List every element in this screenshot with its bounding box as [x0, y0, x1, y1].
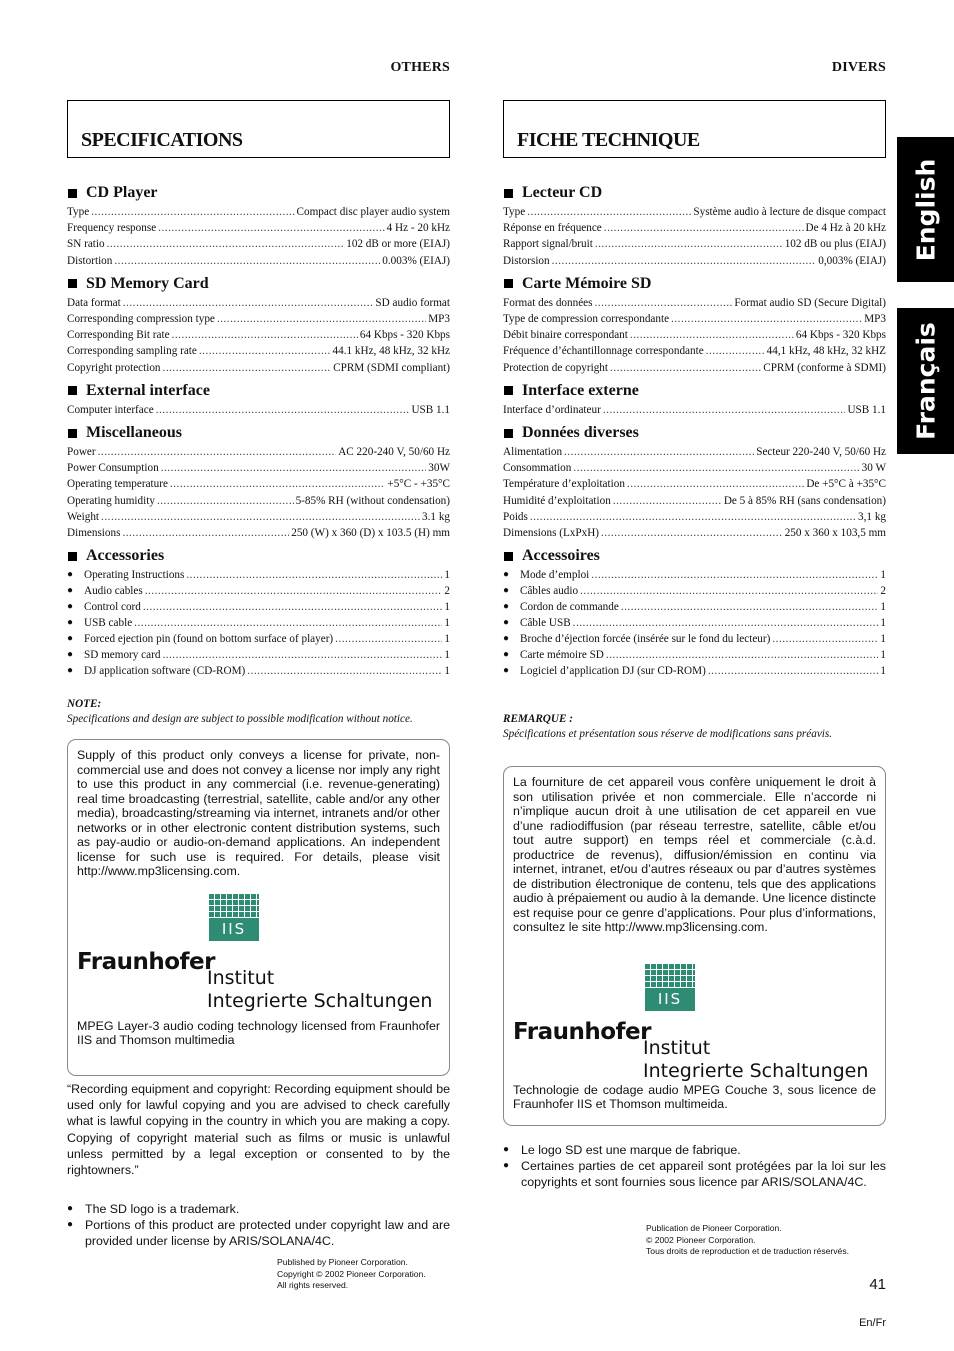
spec-value: 30W: [428, 462, 450, 475]
spec-value: MP3: [428, 313, 450, 326]
spec-label: Réponse en fréquence: [503, 222, 602, 235]
spec-row: [67, 311, 450, 327]
spec-value: Compact disc player audio system: [296, 206, 450, 218]
spec-row: [67, 476, 450, 492]
leader-dots: [671, 311, 862, 327]
copyright-paragraph: “Recording equipment and copyright: Recording equipment should be used only for lawful copying and you are advised to check carefully what is lawful copying in the country in which you are making a copy. Copying of copyright material such as films or music is unlawful unless permitted by a legal exception or consented to by the rightowners.”: [67, 1082, 450, 1178]
leader-dots: [580, 583, 878, 599]
spec-row: [67, 204, 450, 220]
accessory-quantity: 1: [880, 601, 886, 614]
bullet-icon: ●: [67, 601, 74, 613]
spec-label: Humidité d’exploitation: [503, 494, 611, 507]
section-header: DIVERS: [831, 60, 886, 75]
accessory-quantity: 2: [880, 585, 886, 598]
leader-dots: [217, 311, 426, 327]
accessory-item: [67, 599, 450, 615]
spec-row: [67, 444, 450, 460]
spec-value: De 5 à 85% RH (sans condensation): [723, 494, 886, 507]
spec-row: [503, 360, 886, 376]
bullet-icon: ●: [503, 649, 510, 661]
bullet-icon: ●: [503, 617, 510, 629]
accessory-item: [67, 615, 450, 631]
spec-value: 102 dB ou plus (EIAJ): [784, 238, 886, 251]
spec-label: Débit binaire correspondant: [503, 329, 628, 342]
spec-value: USB 1.1: [411, 403, 450, 416]
spec-row: [503, 444, 886, 460]
leader-dots: [630, 327, 794, 343]
list-item: [503, 1142, 886, 1158]
spec-label: Copyright protection: [67, 361, 161, 374]
license-text: Supply of this product only conveys a license for private, non-commercial use and does not convey a license nor imply any right to use this product in any commercial (i.e. revenue-generating) real time broadcasting (terrestrial, satellite, cable and/or any other media), broadcasting/streaming via internet, intranets and/or other networks or in other electronic content distribution systems, such as pay-audio or audio-on-demand applications. An independent license for such use is required. For details, please visit http://www.mp3licensing.com.: [77, 748, 440, 878]
accessory-item: [503, 663, 886, 679]
accessory-label: Mode d’emploi: [520, 569, 590, 582]
accessory-label: Operating Instructions: [84, 569, 185, 582]
accessory-item: [503, 567, 886, 583]
square-bullet-icon: [68, 386, 77, 395]
spec-value: CPRM (SDMI compliant): [333, 361, 450, 374]
accessory-quantity: 1: [880, 665, 886, 678]
leader-dots: [199, 343, 331, 359]
spec-label: Fréquence d’échantillonnage correspondante: [503, 345, 704, 358]
spec-row: [67, 253, 450, 269]
leader-dots: [527, 204, 691, 220]
leader-dots: [98, 444, 337, 460]
spec-row: [67, 295, 450, 311]
note: [67, 697, 450, 727]
accessory-quantity: 1: [444, 601, 450, 614]
title-box: [503, 100, 886, 158]
bullet-icon: ●: [503, 585, 510, 597]
list-item-text: Portions of this product are protected under copyright law and are provided under license by ARIS/SOLANA/4C.: [85, 1218, 450, 1249]
spec-label: Distorsion: [503, 254, 550, 267]
leader-dots: [186, 567, 442, 583]
spec-value: 102 dB or more (EIAJ): [346, 238, 450, 251]
accessory-label: DJ application software (CD-ROM): [84, 665, 246, 678]
accessory-item: [503, 631, 886, 647]
spec-row: [67, 493, 450, 509]
iis-logo-icon: IIS: [645, 963, 695, 1011]
list-item-text: The SD logo is a trademark.: [85, 1202, 240, 1216]
spec-label: Type de compression correspondante: [503, 313, 670, 326]
square-bullet-icon: [504, 552, 513, 561]
license-footer: Technologie de codage audio MPEG Couche 3, sous licence de Fraunhofer IIS et Thomson multimeida.: [513, 1082, 876, 1111]
bullet-icon: ●: [503, 665, 510, 677]
spec-value: 3.1 kg: [422, 510, 450, 523]
spec-label: Interface d’ordinateur: [503, 403, 601, 416]
note: [503, 712, 886, 742]
bullet-icon: ●: [67, 665, 74, 677]
fraunhofer-logo: [513, 943, 876, 1083]
spec-label: Rapport signal/bruit: [503, 238, 593, 251]
accessory-label: Control cord: [84, 601, 141, 614]
accessory-item: [67, 631, 450, 647]
spec-label: Type: [67, 206, 90, 218]
spec-group-heading: Carte Mémoire SD: [503, 274, 886, 294]
spec-value: 44,1 kHz, 48 kHz, 32 kHZ: [766, 345, 886, 358]
leader-dots: [627, 476, 804, 492]
square-bullet-icon: [68, 552, 77, 561]
license-box: [503, 766, 886, 1126]
note-title: NOTE:: [67, 698, 102, 710]
trademark-list: [67, 1201, 450, 1250]
leader-dots: [101, 509, 420, 525]
square-bullet-icon: [68, 429, 77, 438]
leader-dots: [772, 631, 878, 647]
square-bullet-icon: [504, 189, 513, 198]
accessory-label: Logiciel d’application DJ (sur CD-ROM): [520, 665, 706, 678]
title-box: [67, 100, 450, 158]
spec-label: Protection de copyright: [503, 361, 609, 374]
spec-label: Power: [67, 446, 96, 459]
spec-label: Corresponding Bit rate: [67, 329, 170, 342]
publisher-info: Publication de Pioneer Corporation. © 2002 Pioneer Corporation. Tous droits de reproduction et de traduction réservés.: [646, 1223, 850, 1256]
spec-value: De +5°C à +35°C: [806, 478, 886, 491]
spec-row: [503, 460, 886, 476]
accessory-label: Câble USB: [520, 617, 571, 630]
spec-row: [503, 220, 886, 236]
bullet-icon: ●: [67, 569, 74, 581]
bullet-icon: ●: [503, 1160, 510, 1172]
leader-dots: [601, 525, 783, 541]
accessory-quantity: 1: [444, 617, 450, 630]
trademark-list: [503, 1142, 886, 1191]
spec-label: Dimensions: [67, 527, 121, 540]
spec-label: Power Consumption: [67, 462, 159, 475]
leader-dots: [134, 615, 442, 631]
spec-group-heading: Données diverses: [503, 423, 886, 443]
spec-row: [503, 311, 886, 327]
leader-dots: [161, 460, 427, 476]
spec-value: 250 x 360 x 103,5 mm: [784, 527, 886, 540]
square-bullet-icon: [504, 279, 513, 288]
spec-row: [67, 220, 450, 236]
spec-value: 250 (W) x 360 (D) x 103.5 (H) mm: [291, 527, 450, 540]
accessory-item: [67, 567, 450, 583]
leader-dots: [157, 493, 294, 509]
logo-institute: Institut Integrierte Schaltungen: [207, 966, 433, 1012]
bullet-icon: ●: [67, 1219, 74, 1231]
accessory-item: [503, 583, 886, 599]
bullet-icon: ●: [503, 569, 510, 581]
bullet-icon: ●: [503, 1144, 510, 1155]
license-text: La fourniture de cet appareil vous confère uniquement le droit à son utilisation privée et non commerciale. Elle n’accorde ni n’implique aucun droit à une utilisation de cet appareil en vue d’une radiodiffusion (par réseau terrestre, satellite, câble et/ou tout autre support) en temps réel et commerciale (c.à.d. productrice de revenus), diffusion/émission en continu via internet, intranet, et/ou d’autres réseaux ou par d’autres systèmes de distribution électronique de contenu, tels que des applications audio à prépaiement ou audio à la demande. Une licence distincte est requise pour ce genre d’applications. Pour plus d’informations, consultez le site http://www.mp3licensing.com.: [513, 775, 877, 934]
leader-dots: [603, 402, 846, 418]
accessory-label: SD memory card: [84, 649, 161, 662]
spec-group-heading: Accessories: [67, 546, 450, 566]
spec-value: 4 Hz - 20 kHz: [386, 222, 450, 235]
leader-dots: [172, 327, 358, 343]
spec-label: Computer interface: [67, 403, 154, 416]
accessory-quantity: 2: [444, 585, 450, 598]
leader-dots: [595, 236, 783, 252]
spec-label: Weight: [67, 510, 100, 523]
leader-dots: [107, 236, 345, 252]
bullet-icon: ●: [67, 649, 74, 661]
spec-label: Corresponding sampling rate: [67, 345, 197, 358]
bullet-icon: ●: [67, 1203, 74, 1214]
iis-logo-icon: IIS: [209, 893, 259, 941]
leader-dots: [145, 583, 443, 599]
spec-value: MP3: [864, 313, 886, 326]
leader-dots: [158, 220, 384, 236]
square-bullet-icon: [68, 279, 77, 288]
leader-dots: [162, 647, 442, 663]
logo-institute: Institut Integrierte Schaltungen: [643, 1036, 869, 1082]
spec-value: 3,1 kg: [858, 510, 886, 523]
spec-row: [503, 525, 886, 541]
note-text: Specifications and design are subject to possible modification without notice.: [67, 713, 413, 725]
spec-value: 0.003% (EIAJ): [382, 254, 450, 267]
spec-label: Température d’exploitation: [503, 478, 625, 491]
leader-dots: [606, 647, 879, 663]
spec-label: Operating temperature: [67, 478, 168, 491]
accessory-item: [67, 583, 450, 599]
list-item: [67, 1217, 450, 1249]
spec-row: [67, 360, 450, 376]
leader-dots: [163, 360, 332, 376]
spec-row: [503, 236, 886, 252]
leader-dots: [573, 460, 859, 476]
logo-brand: Fraunhofer: [513, 1018, 651, 1045]
bullet-icon: ●: [67, 585, 74, 597]
leader-dots: [114, 253, 380, 269]
spec-value: 64 Kbps - 320 Kbps: [795, 329, 886, 342]
spec-value: SD audio format: [375, 296, 450, 309]
spec-row: [67, 509, 450, 525]
spec-row: [67, 343, 450, 359]
language-code: En/Fr: [859, 1317, 886, 1329]
list-item: [503, 1158, 886, 1190]
accessory-item: [67, 663, 450, 679]
accessory-quantity: 1: [444, 633, 450, 646]
spec-value: +5°C - +35°C: [387, 478, 450, 491]
spec-row: [503, 493, 886, 509]
leader-dots: [613, 493, 722, 509]
leader-dots: [247, 663, 442, 679]
accessory-label: Audio cables: [84, 585, 143, 598]
accessory-item: [503, 599, 886, 615]
logo-brand: Fraunhofer: [77, 948, 215, 975]
fraunhofer-logo: [77, 887, 440, 1015]
spec-label: Format des données: [503, 296, 593, 309]
spec-row: [503, 509, 886, 525]
spec-label: SN ratio: [67, 238, 105, 251]
spec-value: 5-85% RH (without condensation): [295, 494, 450, 507]
bullet-icon: ●: [67, 617, 74, 629]
spec-row: [503, 295, 886, 311]
license-footer: MPEG Layer-3 audio coding technology licensed from Fraunhofer IIS and Thomson multimedia: [77, 1018, 440, 1047]
note-title: REMARQUE :: [503, 713, 573, 725]
tab-english[interactable]: English: [897, 137, 954, 282]
accessory-label: Cordon de commande: [520, 601, 619, 614]
spec-row: [503, 204, 886, 220]
accessory-item: [503, 615, 886, 631]
accessory-quantity: 1: [444, 665, 450, 678]
leader-dots: [123, 295, 374, 311]
accessory-quantity: 1: [880, 617, 886, 630]
spec-row: [503, 253, 886, 269]
leader-dots: [335, 631, 442, 647]
accessory-quantity: 1: [880, 569, 886, 582]
spec-label: Frequency response: [67, 222, 157, 235]
list-item-text: Certaines parties de cet appareil sont protégées par la loi sur les copyrights et sont fournies sous licence par ARIS/SOLANA/4C.: [521, 1159, 886, 1190]
spec-row: [67, 236, 450, 252]
spec-row: [67, 327, 450, 343]
page-title: SPECIFICATIONS: [81, 129, 243, 151]
leader-dots: [156, 402, 410, 418]
list-item-text: Le logo SD est une marque de fabrique.: [521, 1143, 741, 1157]
spec-row: [67, 460, 450, 476]
leader-dots: [564, 444, 754, 460]
accessory-label: Broche d’éjection forcée (insérée sur le fond du lecteur): [520, 633, 771, 646]
section-header: OTHERS: [390, 60, 450, 75]
spec-label: Corresponding compression type: [67, 313, 215, 326]
spec-list: [503, 178, 886, 679]
leader-dots: [552, 253, 817, 269]
spec-group-heading: Accessoires: [503, 546, 886, 566]
spec-label: Alimentation: [503, 446, 563, 459]
note-text: Spécifications et présentation sous réserve de modifications sans préavis.: [503, 728, 833, 740]
license-box: [67, 739, 450, 1076]
spec-label: Consommation: [503, 462, 572, 475]
page-title: FICHE TECHNIQUE: [517, 129, 700, 151]
tab-francais[interactable]: Français: [897, 308, 954, 454]
leader-dots: [91, 204, 294, 220]
bullet-icon: ●: [503, 633, 510, 645]
spec-row: [503, 327, 886, 343]
spec-group-heading: CD Player: [67, 183, 450, 203]
spec-label: Data format: [67, 296, 121, 309]
publisher-info: Published by Pioneer Corporation. Copyright © 2002 Pioneer Corporation. All rights reserved.: [277, 1257, 426, 1290]
leader-dots: [594, 295, 732, 311]
leader-dots: [706, 343, 765, 359]
square-bullet-icon: [68, 189, 77, 198]
spec-row: [503, 476, 886, 492]
page-number: 41: [869, 1276, 886, 1293]
spec-group-heading: Interface externe: [503, 381, 886, 401]
leader-dots: [604, 220, 804, 236]
spec-group-heading: SD Memory Card: [67, 274, 450, 294]
spec-row: [67, 525, 450, 541]
accessory-quantity: 1: [880, 633, 886, 646]
spec-label: Distortion: [67, 254, 113, 267]
accessory-quantity: 1: [880, 649, 886, 662]
spec-label: Type: [503, 206, 526, 218]
spec-row: [503, 402, 886, 418]
spec-value: 30 W: [861, 462, 886, 475]
spec-value: 44.1 kHz, 48 kHz, 32 kHz: [332, 345, 450, 358]
leader-dots: [591, 567, 878, 583]
accessory-quantity: 1: [444, 649, 450, 662]
leader-dots: [610, 360, 761, 376]
spec-row: [67, 402, 450, 418]
leader-dots: [708, 663, 879, 679]
spec-value: 0,003% (EIAJ): [818, 254, 886, 267]
spec-value: USB 1.1: [847, 403, 886, 416]
accessory-label: Câbles audio: [520, 585, 579, 598]
spec-label: Operating humidity: [67, 494, 155, 507]
spec-label: Dimensions (LxPxH): [503, 527, 600, 540]
leader-dots: [573, 615, 879, 631]
list-item: [67, 1201, 450, 1217]
leader-dots: [143, 599, 443, 615]
spec-value: Système audio à lecture de disque compact: [693, 206, 886, 218]
spec-group-heading: Lecteur CD: [503, 183, 886, 203]
spec-group-heading: External interface: [67, 381, 450, 401]
spec-value: De 4 Hz à 20 kHz: [805, 222, 886, 235]
accessory-item: [67, 647, 450, 663]
spec-list: [67, 178, 450, 679]
spec-value: Secteur 220-240 V, 50/60 Hz: [756, 446, 886, 459]
leader-dots: [122, 525, 289, 541]
leader-dots: [170, 476, 385, 492]
spec-label: Poids: [503, 510, 528, 523]
spec-value: Format audio SD (Secure Digital): [734, 296, 886, 309]
leader-dots: [530, 509, 856, 525]
accessory-label: Carte mémoire SD: [520, 649, 604, 662]
accessory-item: [503, 647, 886, 663]
square-bullet-icon: [504, 386, 513, 395]
spec-value: 64 Kbps - 320 Kbps: [359, 329, 450, 342]
spec-value: AC 220-240 V, 50/60 Hz: [338, 446, 450, 459]
bullet-icon: ●: [67, 633, 74, 645]
spec-group-heading: Miscellaneous: [67, 423, 450, 443]
spec-value: CPRM (conforme à SDMI): [763, 361, 886, 374]
spec-row: [503, 343, 886, 359]
square-bullet-icon: [504, 429, 513, 438]
bullet-icon: ●: [503, 601, 510, 613]
accessory-quantity: 1: [444, 569, 450, 582]
leader-dots: [621, 599, 879, 615]
accessory-label: Forced ejection pin (found on bottom surface of player): [84, 633, 334, 646]
accessory-label: USB cable: [84, 617, 133, 630]
